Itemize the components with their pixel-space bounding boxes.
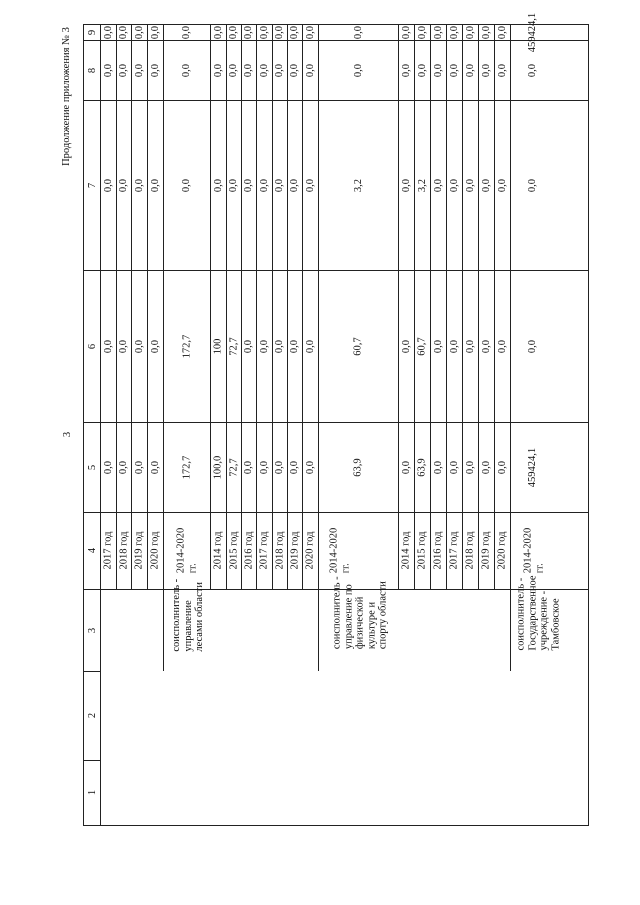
value-cell-v8: 0,0 bbox=[118, 63, 130, 77]
value-cell-v7: 0,0 bbox=[432, 178, 444, 192]
year-label: 2019 год bbox=[133, 531, 145, 570]
value-cell-v6: 0,0 bbox=[149, 339, 161, 353]
value-cell-v8: 0,0 bbox=[448, 63, 460, 77]
value-cell-v8: 0,0 bbox=[228, 63, 240, 77]
row-rule bbox=[287, 24, 288, 589]
row-rule bbox=[462, 24, 463, 589]
value-cell-v7: 0,0 bbox=[464, 178, 476, 192]
value-cell-v5: 0,0 bbox=[258, 460, 270, 474]
column-header-3: 3 bbox=[87, 627, 99, 633]
total-value-cell-v8: 0,0 bbox=[352, 63, 364, 77]
year-label: 2019 год bbox=[480, 531, 492, 570]
value-cell-v9: 0,0 bbox=[416, 25, 428, 39]
page-number: 3 bbox=[61, 431, 73, 437]
value-cell-v9: 0,0 bbox=[149, 25, 161, 39]
appendix-label: Продолжение приложения № 3 bbox=[60, 26, 72, 166]
period-cell: 2014-2020 гг. bbox=[328, 527, 351, 574]
value-cell-v9: 0,0 bbox=[212, 25, 224, 39]
year-label: 2014 год bbox=[400, 531, 412, 570]
total-value-cell-v7: 0,0 bbox=[526, 178, 538, 192]
year-label: 2016 год bbox=[242, 531, 254, 570]
total-value-cell-v6: 172,7 bbox=[180, 334, 192, 358]
value-cell-v6: 0,0 bbox=[258, 339, 270, 353]
value-cell-v5: 0,0 bbox=[243, 460, 255, 474]
value-cell-v6: 100 bbox=[212, 338, 224, 354]
column-rule bbox=[83, 760, 100, 761]
total-value-cell-v6: 60,7 bbox=[352, 336, 364, 356]
year-label: 2017 год bbox=[448, 531, 460, 570]
value-cell-v5: 0,0 bbox=[118, 460, 130, 474]
value-cell-v5: 0,0 bbox=[133, 460, 145, 474]
value-cell-v7: 0,0 bbox=[102, 178, 114, 192]
value-cell-v6: 0,0 bbox=[243, 339, 255, 353]
value-cell-v8: 0,0 bbox=[258, 63, 270, 77]
value-cell-v7: 0,0 bbox=[243, 178, 255, 192]
total-value-cell-v7: 0,0 bbox=[181, 178, 193, 192]
value-cell-v7: 0,0 bbox=[448, 178, 460, 192]
row-rule bbox=[398, 24, 399, 589]
value-cell-v7: 0,0 bbox=[149, 178, 161, 192]
executor-cell: соисполнитель - управление по физической культуре и спорту области bbox=[331, 576, 389, 650]
value-cell-v8: 0,0 bbox=[243, 63, 255, 77]
value-cell-v5: 0,0 bbox=[304, 460, 316, 474]
row-rule bbox=[478, 24, 479, 589]
value-cell-v7: 0,0 bbox=[133, 178, 145, 192]
value-cell-v6: 0,0 bbox=[464, 339, 476, 353]
value-cell-v9: 0,0 bbox=[464, 25, 476, 39]
value-cell-v5: 0,0 bbox=[464, 460, 476, 474]
value-cell-v8: 0,0 bbox=[480, 63, 492, 77]
row-rule bbox=[510, 24, 511, 671]
table-border-right bbox=[588, 24, 589, 825]
year-label: 2020 год bbox=[496, 531, 508, 570]
value-cell-v6: 0,0 bbox=[133, 339, 145, 353]
column-header-7: 7 bbox=[87, 182, 99, 188]
value-cell-v9: 0,0 bbox=[118, 25, 130, 39]
value-cell-v8: 0,0 bbox=[464, 63, 476, 77]
row-rule bbox=[414, 24, 415, 589]
column-rule bbox=[83, 40, 588, 41]
total-value-cell-v9: 0,0 bbox=[352, 25, 364, 39]
column-header-6: 6 bbox=[87, 343, 99, 349]
total-value-cell-v5: 459424,1 bbox=[526, 447, 538, 487]
total-value-cell-v7: 3,2 bbox=[352, 178, 364, 192]
year-label: 2018 год bbox=[464, 531, 476, 570]
value-cell-v6: 0,0 bbox=[480, 339, 492, 353]
total-value-cell-v9: 459424,1 bbox=[526, 12, 538, 52]
value-cell-v5: 0,0 bbox=[480, 460, 492, 474]
value-cell-v6: 72,7 bbox=[228, 336, 240, 356]
value-cell-v9: 0,0 bbox=[496, 25, 508, 39]
value-cell-v9: 0,0 bbox=[133, 25, 145, 39]
row-rule bbox=[494, 24, 495, 589]
executor-cell: соисполнитель - управление лесами области bbox=[171, 578, 206, 652]
row-rule bbox=[241, 24, 242, 589]
value-cell-v7: 0,0 bbox=[400, 178, 412, 192]
row-rule bbox=[446, 24, 447, 589]
year-label: 2017 год bbox=[258, 531, 270, 570]
column-header-9: 9 bbox=[87, 29, 99, 35]
value-cell-v5: 0,0 bbox=[274, 460, 286, 474]
table-border-top bbox=[83, 24, 588, 25]
year-label: 2015 год bbox=[227, 531, 239, 570]
value-cell-v6: 0,0 bbox=[496, 339, 508, 353]
value-cell-v5: 0,0 bbox=[448, 460, 460, 474]
year-label: 2014 год bbox=[212, 531, 224, 570]
value-cell-v8: 0,0 bbox=[102, 63, 114, 77]
value-cell-v5: 72,7 bbox=[228, 457, 240, 477]
value-cell-v5: 0,0 bbox=[400, 460, 412, 474]
value-cell-v8: 0,0 bbox=[432, 63, 444, 77]
year-label: 2017 год bbox=[102, 531, 114, 570]
row-rule bbox=[100, 24, 101, 825]
value-cell-v7: 0,0 bbox=[212, 178, 224, 192]
value-cell-v6: 0,0 bbox=[274, 339, 286, 353]
year-label: 2019 год bbox=[288, 531, 300, 570]
value-cell-v9: 0,0 bbox=[102, 25, 114, 39]
row-rule bbox=[116, 24, 117, 589]
column-header-2: 2 bbox=[87, 712, 99, 719]
value-cell-v7: 0,0 bbox=[289, 178, 301, 192]
column-header-5: 5 bbox=[87, 464, 99, 470]
row-rule bbox=[226, 24, 227, 589]
value-cell-v9: 0,0 bbox=[228, 25, 240, 39]
row-rule bbox=[131, 24, 132, 589]
total-value-cell-v9: 0,0 bbox=[181, 25, 193, 39]
value-cell-v7: 0,0 bbox=[258, 178, 270, 192]
total-value-cell-v5: 172,7 bbox=[180, 455, 192, 479]
value-cell-v7: 0,0 bbox=[304, 178, 316, 192]
value-cell-v7: 0,0 bbox=[274, 178, 286, 192]
column-header-4: 4 bbox=[87, 547, 99, 554]
row-rule bbox=[318, 24, 319, 671]
column-rule bbox=[83, 422, 588, 423]
value-cell-v5: 0,0 bbox=[496, 460, 508, 474]
column-rule bbox=[83, 671, 100, 672]
value-cell-v5: 0,0 bbox=[289, 460, 301, 474]
column-header-1: 1 bbox=[87, 789, 99, 796]
value-cell-v8: 0,0 bbox=[304, 63, 316, 77]
value-cell-v5: 63,9 bbox=[416, 457, 428, 477]
value-cell-v7: 0,0 bbox=[228, 178, 240, 192]
period-cell: 2014-2020 гг. bbox=[522, 527, 545, 574]
value-cell-v8: 0,0 bbox=[496, 63, 508, 77]
total-value-cell-v5: 63,9 bbox=[352, 457, 364, 477]
year-label: 2020 год bbox=[149, 531, 161, 570]
value-cell-v6: 0,0 bbox=[289, 339, 301, 353]
value-cell-v6: 0,0 bbox=[400, 339, 412, 353]
period-cell: 2014-2020 гг. bbox=[174, 527, 198, 574]
value-cell-v9: 0,0 bbox=[400, 25, 412, 39]
value-cell-v8: 0,0 bbox=[212, 63, 224, 77]
value-cell-v9: 0,0 bbox=[480, 25, 492, 39]
year-label: 2018 год bbox=[273, 531, 285, 570]
row-rule bbox=[147, 24, 148, 589]
value-cell-v5: 100,0 bbox=[212, 455, 224, 479]
value-cell-v5: 0,0 bbox=[102, 460, 114, 474]
value-cell-v9: 0,0 bbox=[432, 25, 444, 39]
column-header-8: 8 bbox=[87, 67, 99, 73]
value-cell-v8: 0,0 bbox=[289, 63, 301, 77]
value-cell-v9: 0,0 bbox=[304, 25, 316, 39]
row-rule bbox=[272, 24, 273, 589]
value-cell-v5: 0,0 bbox=[432, 460, 444, 474]
value-cell-v6: 0,0 bbox=[102, 339, 114, 353]
value-cell-v6: 0,0 bbox=[448, 339, 460, 353]
row-rule bbox=[256, 24, 257, 589]
value-cell-v9: 0,0 bbox=[258, 25, 270, 39]
total-value-cell-v8: 0,0 bbox=[181, 63, 193, 77]
value-cell-v6: 0,0 bbox=[118, 339, 130, 353]
row-rule bbox=[302, 24, 303, 589]
value-cell-v5: 0,0 bbox=[149, 460, 161, 474]
value-cell-v6: 0,0 bbox=[304, 339, 316, 353]
year-label: 2015 год bbox=[416, 531, 428, 570]
value-cell-v8: 0,0 bbox=[274, 63, 286, 77]
value-cell-v6: 0,0 bbox=[432, 339, 444, 353]
year-label: 2020 год bbox=[304, 531, 316, 570]
table-border-bottom bbox=[83, 825, 589, 826]
column-rule bbox=[83, 512, 588, 513]
value-cell-v9: 0,0 bbox=[274, 25, 286, 39]
row-rule bbox=[210, 24, 211, 589]
total-value-cell-v6: 0,0 bbox=[526, 339, 538, 353]
value-cell-v7: 3,2 bbox=[416, 178, 428, 192]
row-rule bbox=[163, 24, 164, 671]
value-cell-v9: 0,0 bbox=[243, 25, 255, 39]
total-value-cell-v8: 0,0 bbox=[526, 63, 538, 77]
value-cell-v7: 0,0 bbox=[118, 178, 130, 192]
column-rule bbox=[83, 100, 588, 101]
value-cell-v9: 0,0 bbox=[289, 25, 301, 39]
executor-cell: соисполнитель - Государственное учреждение - Тамбовское bbox=[515, 575, 561, 651]
value-cell-v9: 0,0 bbox=[448, 25, 460, 39]
year-label: 2016 год bbox=[432, 531, 444, 570]
column-rule bbox=[83, 270, 588, 271]
year-label: 2018 год bbox=[117, 531, 129, 570]
value-cell-v8: 0,0 bbox=[416, 63, 428, 77]
value-cell-v7: 0,0 bbox=[480, 178, 492, 192]
value-cell-v8: 0,0 bbox=[400, 63, 412, 77]
value-cell-v7: 0,0 bbox=[496, 178, 508, 192]
value-cell-v8: 0,0 bbox=[133, 63, 145, 77]
row-rule bbox=[430, 24, 431, 589]
table-border-left bbox=[83, 24, 84, 825]
value-cell-v6: 60,7 bbox=[416, 336, 428, 356]
value-cell-v8: 0,0 bbox=[149, 63, 161, 77]
